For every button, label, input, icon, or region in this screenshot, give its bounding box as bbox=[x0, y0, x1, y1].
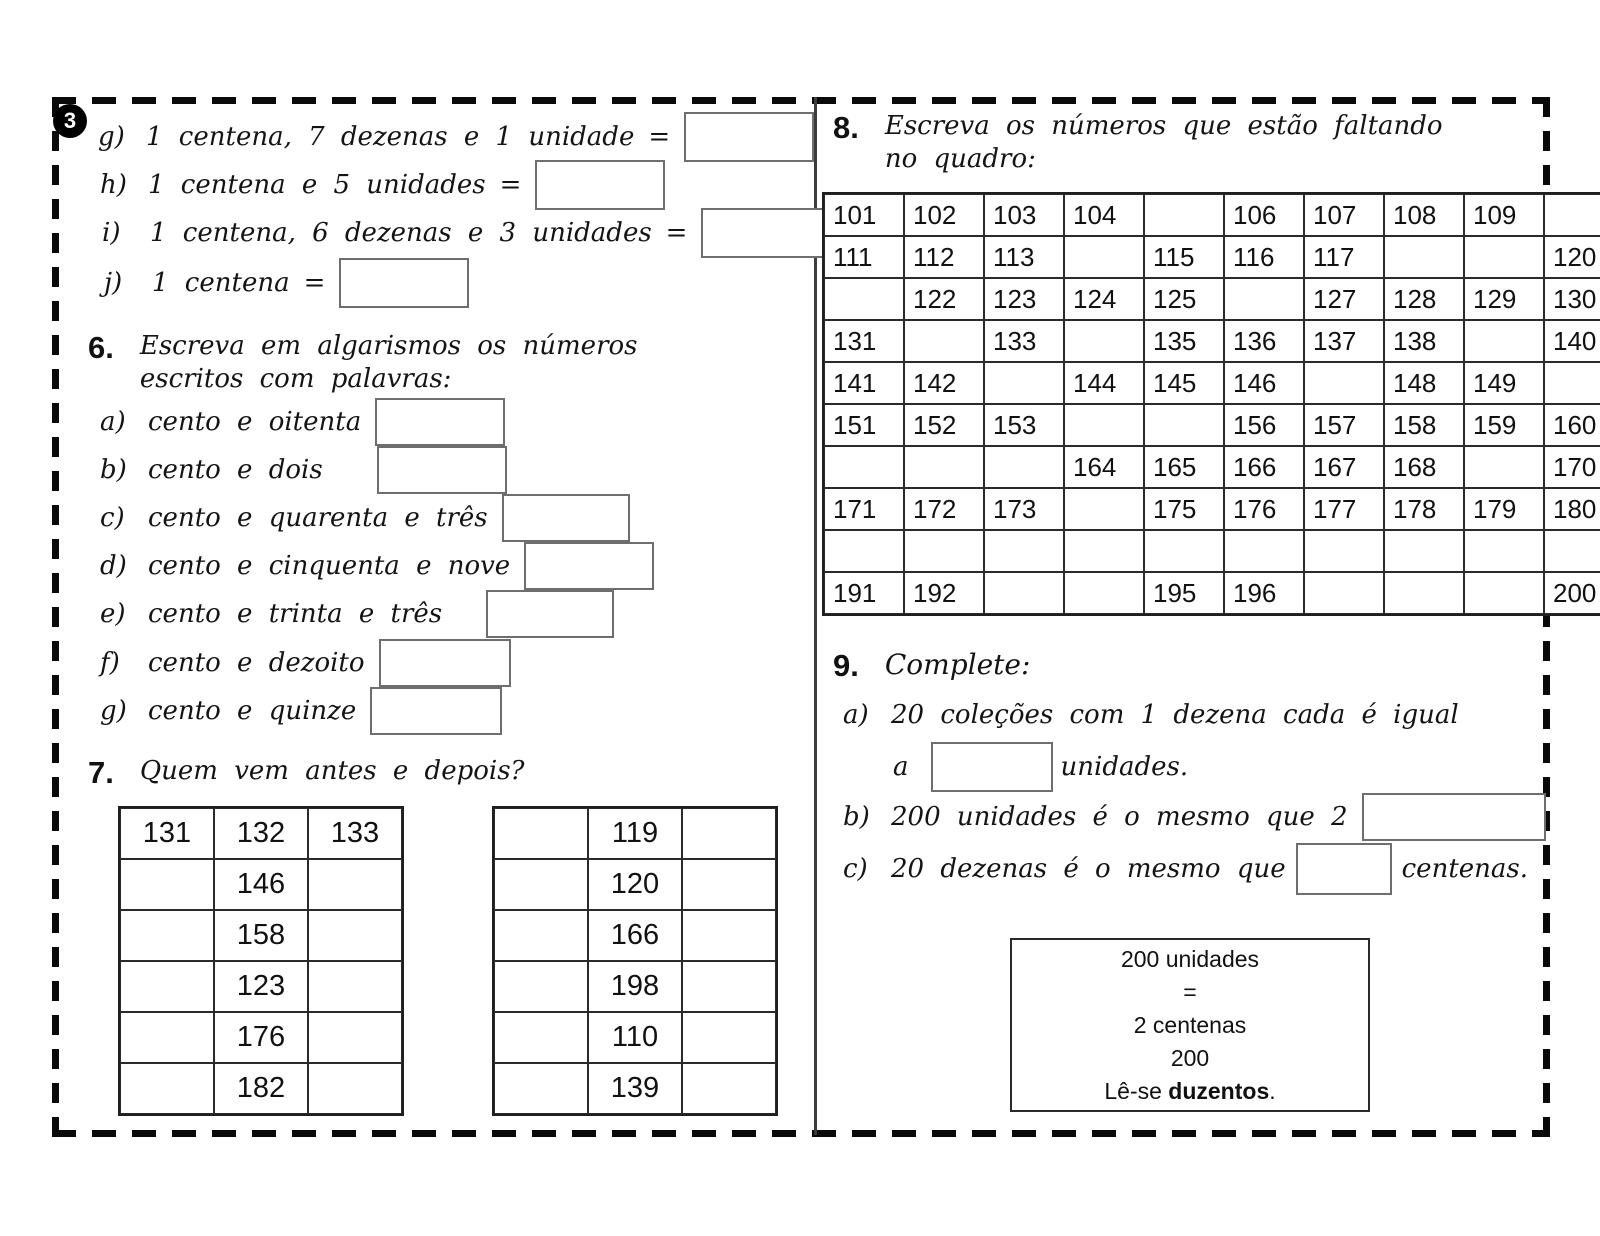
grid-cell-empty[interactable] bbox=[1464, 572, 1544, 614]
grid-cell-empty[interactable] bbox=[1304, 572, 1384, 614]
grid-cell-empty[interactable] bbox=[984, 572, 1064, 614]
section-number: 8. bbox=[833, 110, 859, 145]
grid-cell: 178 bbox=[1384, 488, 1464, 530]
grid-cell: 166 bbox=[1224, 446, 1304, 488]
answer-box[interactable] bbox=[931, 742, 1053, 792]
item-text: 1 centena, 6 dezenas e 3 unidades bbox=[150, 218, 652, 248]
grid-cell: 125 bbox=[1144, 278, 1224, 320]
number-grid bbox=[822, 192, 1600, 616]
exercise-item bbox=[100, 494, 630, 542]
grid-cell: 176 bbox=[1224, 488, 1304, 530]
grid-cell: 158 bbox=[1384, 404, 1464, 446]
exercise-item bbox=[102, 208, 831, 258]
grid-cell: 144 bbox=[1064, 362, 1144, 404]
page-number-badge: 3 bbox=[53, 104, 87, 138]
item-text: cento e dezoito bbox=[148, 648, 365, 678]
table-row bbox=[824, 362, 1600, 404]
exercise-item bbox=[100, 590, 614, 638]
info-line: = bbox=[1183, 978, 1197, 1005]
grid-cell: 103 bbox=[984, 194, 1064, 236]
grid-cell-empty[interactable] bbox=[1224, 278, 1304, 320]
exercise-item bbox=[843, 793, 1546, 841]
grid-cell: 115 bbox=[1144, 236, 1224, 278]
grid-cell: 177 bbox=[1304, 488, 1384, 530]
info-line: Lê-se duzentos. bbox=[1104, 1077, 1276, 1104]
grid-cell-empty[interactable] bbox=[494, 910, 588, 961]
table-row bbox=[494, 1063, 776, 1114]
exercise-item bbox=[843, 700, 1459, 730]
grid-cell: 200 bbox=[1544, 572, 1600, 614]
grid-cell: 195 bbox=[1144, 572, 1224, 614]
grid-cell-empty[interactable] bbox=[824, 446, 904, 488]
grid-cell-empty[interactable] bbox=[494, 961, 588, 1012]
grid-cell: 176 bbox=[214, 1012, 308, 1063]
exercise-item bbox=[100, 160, 665, 210]
item-letter: c) bbox=[100, 503, 125, 533]
grid-cell: 148 bbox=[1384, 362, 1464, 404]
grid-cell: 131 bbox=[120, 808, 214, 859]
grid-cell: 120 bbox=[1544, 236, 1600, 278]
table-row bbox=[824, 404, 1600, 446]
grid-cell-empty[interactable] bbox=[494, 859, 588, 910]
exercise-item bbox=[100, 687, 502, 735]
table-row bbox=[824, 530, 1600, 572]
table-row bbox=[120, 1063, 402, 1114]
grid-cell: 180 bbox=[1544, 488, 1600, 530]
table-row bbox=[120, 808, 402, 859]
section-title: Quem vem antes e depois? bbox=[139, 756, 525, 786]
section-number: 6. bbox=[88, 330, 114, 365]
grid-cell-empty[interactable] bbox=[1064, 488, 1144, 530]
table-row bbox=[120, 1012, 402, 1063]
grid-cell: 165 bbox=[1144, 446, 1224, 488]
grid-cell: 123 bbox=[984, 278, 1064, 320]
answer-box[interactable] bbox=[524, 542, 654, 590]
answer-box[interactable] bbox=[684, 112, 814, 162]
grid-cell: 152 bbox=[904, 404, 984, 446]
table-row bbox=[120, 910, 402, 961]
answer-box[interactable] bbox=[1296, 843, 1392, 895]
grid-cell-empty[interactable] bbox=[1304, 530, 1384, 572]
grid-cell-empty[interactable] bbox=[984, 362, 1064, 404]
grid-cell-empty[interactable] bbox=[904, 446, 984, 488]
grid-cell: 123 bbox=[214, 961, 308, 1012]
grid-cell-empty[interactable] bbox=[120, 1063, 214, 1114]
section-8-header bbox=[833, 110, 1443, 176]
grid-cell: 139 bbox=[588, 1063, 682, 1114]
grid-cell-empty[interactable] bbox=[1544, 194, 1600, 236]
grid-cell: 102 bbox=[904, 194, 984, 236]
grid-cell: 151 bbox=[824, 404, 904, 446]
equals-sign: = bbox=[665, 218, 688, 248]
grid-cell: 168 bbox=[1384, 446, 1464, 488]
section-number: 9. bbox=[833, 648, 859, 683]
grid-cell-empty[interactable] bbox=[494, 1012, 588, 1063]
grid-cell: 133 bbox=[308, 808, 402, 859]
item-text: 20 coleções com 1 dezena cada é igual bbox=[891, 700, 1459, 730]
item-letter: i) bbox=[102, 218, 121, 248]
section-7-header bbox=[88, 755, 524, 791]
grid-cell: 166 bbox=[588, 910, 682, 961]
grid-cell-empty[interactable] bbox=[1464, 236, 1544, 278]
grid-cell: 192 bbox=[904, 572, 984, 614]
section-title: Escreva em algarismos os números escritos com palavras: bbox=[139, 331, 638, 394]
item-text: 20 dezenas é o mesmo que bbox=[891, 854, 1286, 884]
grid-cell: 111 bbox=[824, 236, 904, 278]
grid-cell-empty[interactable] bbox=[1544, 362, 1600, 404]
grid-cell: 170 bbox=[1544, 446, 1600, 488]
item-text: cento e cinquenta e nove bbox=[148, 551, 511, 581]
grid-cell-empty[interactable] bbox=[308, 1012, 402, 1063]
item-letter: b) bbox=[100, 455, 127, 485]
section-6-header bbox=[88, 330, 638, 396]
grid-cell: 106 bbox=[1224, 194, 1304, 236]
page-border-bottom bbox=[52, 1130, 1549, 1137]
section-number: 7. bbox=[88, 755, 114, 790]
item-text: a bbox=[893, 752, 909, 782]
grid-cell-empty[interactable] bbox=[682, 910, 776, 961]
grid-cell-empty[interactable] bbox=[120, 961, 214, 1012]
info-line: 200 unidades bbox=[1120, 945, 1260, 972]
answer-box[interactable] bbox=[379, 639, 511, 687]
grid-cell-empty[interactable] bbox=[1384, 530, 1464, 572]
grid-cell-empty[interactable] bbox=[1064, 530, 1144, 572]
grid-cell-empty[interactable] bbox=[1144, 194, 1224, 236]
grid-cell: 129 bbox=[1464, 278, 1544, 320]
grid-cell: 116 bbox=[1224, 236, 1304, 278]
grid-cell: 117 bbox=[1304, 236, 1384, 278]
grid-cell: 146 bbox=[1224, 362, 1304, 404]
exercise-item bbox=[100, 639, 511, 687]
exercise-item bbox=[100, 398, 505, 446]
item-letter: g) bbox=[100, 696, 127, 726]
grid-cell-empty[interactable] bbox=[1464, 446, 1544, 488]
table-row bbox=[824, 236, 1600, 278]
answer-box[interactable] bbox=[377, 446, 507, 494]
grid-cell: 136 bbox=[1224, 320, 1304, 362]
grid-cell-empty[interactable] bbox=[682, 1063, 776, 1114]
answer-box[interactable] bbox=[535, 160, 665, 210]
grid-cell-empty[interactable] bbox=[904, 530, 984, 572]
grid-cell-empty[interactable] bbox=[308, 859, 402, 910]
grid-cell-empty[interactable] bbox=[308, 910, 402, 961]
grid-cell: 112 bbox=[904, 236, 984, 278]
table-row bbox=[120, 859, 402, 910]
grid-cell-empty[interactable] bbox=[1144, 404, 1224, 446]
grid-cell-empty[interactable] bbox=[308, 961, 402, 1012]
item-text: cento e oitenta bbox=[148, 407, 362, 437]
grid-cell-empty[interactable] bbox=[682, 961, 776, 1012]
item-text: centenas. bbox=[1401, 854, 1529, 884]
page-border-left bbox=[52, 97, 59, 1137]
item-letter: e) bbox=[100, 599, 126, 629]
item-letter: c) bbox=[843, 854, 868, 884]
grid-cell: 130 bbox=[1544, 278, 1600, 320]
grid-cell: 196 bbox=[1224, 572, 1304, 614]
grid-cell: 113 bbox=[984, 236, 1064, 278]
answer-box[interactable] bbox=[370, 687, 502, 735]
info-box bbox=[1010, 938, 1370, 1112]
grid-cell-empty[interactable] bbox=[120, 910, 214, 961]
exercise-item bbox=[100, 542, 654, 590]
section-9-header bbox=[833, 648, 1030, 684]
grid-cell: 157 bbox=[1304, 404, 1384, 446]
grid-cell: 175 bbox=[1144, 488, 1224, 530]
grid-cell-empty[interactable] bbox=[494, 808, 588, 859]
item-letter: a) bbox=[843, 700, 869, 730]
exercise-item bbox=[104, 258, 469, 308]
grid-cell: 164 bbox=[1064, 446, 1144, 488]
grid-cell-empty[interactable] bbox=[1464, 530, 1544, 572]
grid-cell: 133 bbox=[984, 320, 1064, 362]
grid-cell-empty[interactable] bbox=[1064, 320, 1144, 362]
grid-cell: 141 bbox=[824, 362, 904, 404]
table-row bbox=[824, 278, 1600, 320]
item-text: cento e quarenta e três bbox=[148, 503, 488, 533]
grid-cell: 128 bbox=[1384, 278, 1464, 320]
grid-cell: 135 bbox=[1144, 320, 1224, 362]
grid-cell-empty[interactable] bbox=[824, 278, 904, 320]
grid-cell: 120 bbox=[588, 859, 682, 910]
grid-cell: 182 bbox=[214, 1063, 308, 1114]
grid-cell: 160 bbox=[1544, 404, 1600, 446]
grid-cell-empty[interactable] bbox=[1064, 572, 1144, 614]
table-row bbox=[494, 910, 776, 961]
grid-cell-empty[interactable] bbox=[984, 530, 1064, 572]
equals-sign: = bbox=[648, 122, 671, 152]
grid-cell-empty[interactable] bbox=[1064, 404, 1144, 446]
grid-cell-empty[interactable] bbox=[1384, 572, 1464, 614]
grid-cell-empty[interactable] bbox=[120, 1012, 214, 1063]
grid-cell: 145 bbox=[1144, 362, 1224, 404]
grid-cell: 119 bbox=[588, 808, 682, 859]
item-letter: b) bbox=[843, 802, 870, 832]
grid-cell: 198 bbox=[588, 961, 682, 1012]
item-text: 1 centena, 7 dezenas e 1 unidade bbox=[146, 122, 635, 152]
section-title: Complete: bbox=[884, 648, 1031, 681]
grid-cell-empty[interactable] bbox=[1224, 530, 1304, 572]
equals-sign: = bbox=[499, 170, 522, 200]
grid-cell-empty[interactable] bbox=[1144, 530, 1224, 572]
grid-cell-empty[interactable] bbox=[682, 1012, 776, 1063]
grid-cell-empty[interactable] bbox=[308, 1063, 402, 1114]
answer-box[interactable] bbox=[701, 208, 831, 258]
grid-cell: 153 bbox=[984, 404, 1064, 446]
item-text: 1 centena bbox=[152, 268, 290, 298]
table-row bbox=[824, 446, 1600, 488]
grid-cell: 191 bbox=[824, 572, 904, 614]
equals-sign: = bbox=[303, 268, 326, 298]
grid-cell-empty[interactable] bbox=[1304, 362, 1384, 404]
item-letter: h) bbox=[100, 170, 127, 200]
grid-cell: 127 bbox=[1304, 278, 1384, 320]
grid-cell: 179 bbox=[1464, 488, 1544, 530]
table-row bbox=[494, 1012, 776, 1063]
item-letter: j) bbox=[104, 268, 123, 298]
info-line: 200 bbox=[1170, 1044, 1210, 1071]
grid-cell-empty[interactable] bbox=[120, 859, 214, 910]
grid-cell: 146 bbox=[214, 859, 308, 910]
grid-cell-empty[interactable] bbox=[1384, 236, 1464, 278]
table-row bbox=[494, 808, 776, 859]
grid-cell-empty[interactable] bbox=[984, 446, 1064, 488]
page-border-top bbox=[52, 97, 1549, 104]
grid-cell-empty[interactable] bbox=[682, 859, 776, 910]
grid-cell: 124 bbox=[1064, 278, 1144, 320]
grid-cell: 159 bbox=[1464, 404, 1544, 446]
grid-cell: 140 bbox=[1544, 320, 1600, 362]
exercise-item bbox=[98, 112, 814, 162]
item-letter: f) bbox=[100, 648, 120, 678]
item-letter: a) bbox=[100, 407, 126, 437]
exercise-item bbox=[893, 742, 1188, 792]
grid-cell-empty[interactable] bbox=[494, 1063, 588, 1114]
grid-cell: 132 bbox=[214, 808, 308, 859]
grid-cell: 104 bbox=[1064, 194, 1144, 236]
exercise-item bbox=[843, 843, 1528, 895]
grid-cell: 109 bbox=[1464, 194, 1544, 236]
item-text: cento e quinze bbox=[148, 696, 357, 726]
table-row bbox=[824, 194, 1600, 236]
answer-box[interactable] bbox=[339, 258, 469, 308]
table-row bbox=[824, 572, 1600, 614]
grid-cell: 172 bbox=[904, 488, 984, 530]
grid-cell-empty[interactable] bbox=[1064, 236, 1144, 278]
grid-cell-empty[interactable] bbox=[1544, 530, 1600, 572]
item-text: 200 unidades é o mesmo que 2 bbox=[891, 802, 1348, 832]
grid-cell: 122 bbox=[904, 278, 984, 320]
item-text: unidades. bbox=[1060, 752, 1189, 782]
table-row bbox=[494, 859, 776, 910]
grid-cell: 142 bbox=[904, 362, 984, 404]
info-line: 2 centenas bbox=[1133, 1011, 1247, 1038]
answer-box[interactable] bbox=[502, 494, 630, 542]
item-text: cento e trinta e três bbox=[148, 599, 443, 629]
grid-cell: 137 bbox=[1304, 320, 1384, 362]
table-row bbox=[824, 320, 1600, 362]
answer-box[interactable] bbox=[375, 398, 505, 446]
grid-cell: 158 bbox=[214, 910, 308, 961]
table-row bbox=[824, 488, 1600, 530]
grid-cell: 101 bbox=[824, 194, 904, 236]
grid-cell: 110 bbox=[588, 1012, 682, 1063]
grid-cell: 171 bbox=[824, 488, 904, 530]
grid-cell-empty[interactable] bbox=[904, 320, 984, 362]
item-text: 1 centena e 5 unidades bbox=[148, 170, 486, 200]
before-after-table-1 bbox=[118, 806, 404, 1116]
item-letter: g) bbox=[98, 122, 125, 152]
table-row bbox=[120, 961, 402, 1012]
grid-cell-empty[interactable] bbox=[1464, 320, 1544, 362]
grid-cell-empty[interactable] bbox=[682, 808, 776, 859]
grid-cell: 149 bbox=[1464, 362, 1544, 404]
grid-cell-empty[interactable] bbox=[824, 530, 904, 572]
exercise-item bbox=[100, 446, 507, 494]
item-letter: d) bbox=[100, 551, 127, 581]
section-title: Escreva os números que estão faltando no quadro: bbox=[884, 111, 1443, 174]
grid-cell: 138 bbox=[1384, 320, 1464, 362]
grid-cell: 107 bbox=[1304, 194, 1384, 236]
grid-cell: 167 bbox=[1304, 446, 1384, 488]
grid-cell: 108 bbox=[1384, 194, 1464, 236]
grid-cell: 173 bbox=[984, 488, 1064, 530]
grid-cell: 131 bbox=[824, 320, 904, 362]
answer-box[interactable] bbox=[1362, 793, 1546, 841]
answer-box[interactable] bbox=[486, 590, 614, 638]
table-row bbox=[494, 961, 776, 1012]
item-text: cento e dois bbox=[148, 455, 323, 485]
before-after-table-2 bbox=[492, 806, 778, 1116]
grid-cell: 156 bbox=[1224, 404, 1304, 446]
